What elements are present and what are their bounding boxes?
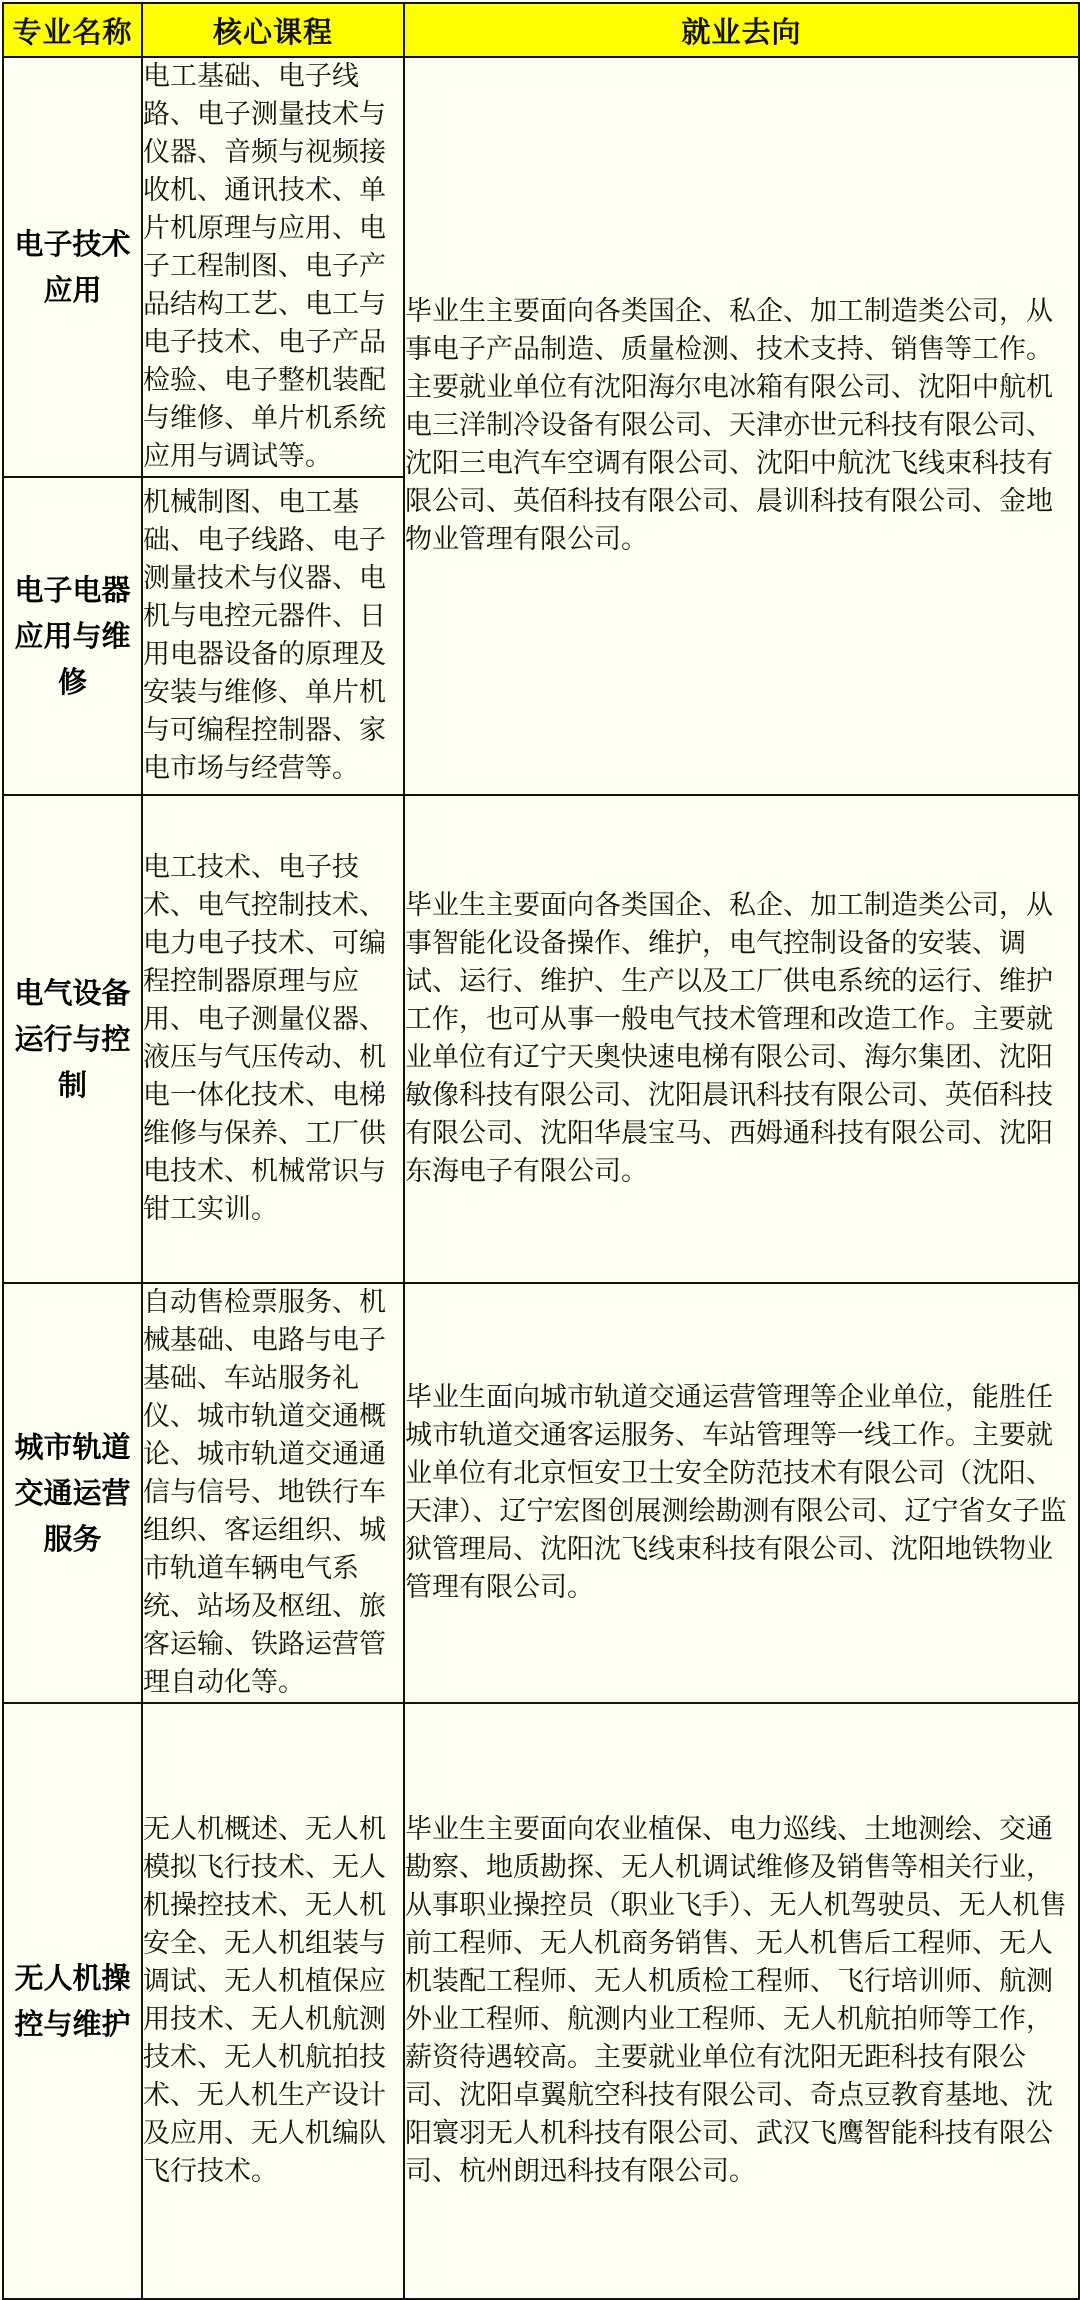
table-row	[3, 795, 1079, 1283]
header-row	[3, 3, 1079, 57]
table-row	[3, 1703, 1079, 2299]
major-name-cell: 电气设备运行与控制	[3, 795, 142, 1283]
major-name-cell: 电子技术应用	[3, 57, 142, 477]
major-name-cell: 电子电器应用与维修	[3, 477, 142, 795]
core-courses-cell: 无人机概述、无人机模拟飞行技术、无人机操控技术、无人机安全、无人机组装与调试、无人机植保应用技术、无人机航测技术、无人机航拍技术、无人机生产设计及应用、无人机编队飞行技术。	[142, 1703, 404, 2299]
careers-cell: 毕业生主要面向各类国企、私企、加工制造类公司，从事电子产品制造、质量检测、技术支持、销售等工作。主要就业单位有沈阳海尔电冰箱有限公司、沈阳中航机电三洋制冷设备有限公司、天津亦世元科技有限公司、沈阳三电汽车空调有限公司、沈阳中航沈飞线束科技有限公司、英佰科技有限公司、晨训科技有限公司、金地物业管理有限公司。	[404, 57, 1079, 795]
careers-cell: 毕业生主要面向各类国企、私企、加工制造类公司，从事智能化设备操作、维护，电气控制设备的安装、调试、运行、维护、生产以及工厂供电系统的运行、维护工作，也可从事一般电气技术管理和改造工作。主要就业单位有辽宁天奥快速电梯有限公司、海尔集团、沈阳敏像科技有限公司、沈阳晨讯科技有限公司、英佰科技有限公司、沈阳华晨宝马、西姆通科技有限公司、沈阳东海电子有限公司。	[404, 795, 1079, 1283]
core-courses-cell: 电工基础、电子线路、电子测量技术与仪器、音频与视频接收机、通讯技术、单片机原理与应用、电子工程制图、电子产品结构工艺、电工与电子技术、电子产品检验、电子整机装配与维修、单片机系统应用与调试等。	[142, 57, 404, 477]
major-name-cell: 无人机操控与维护	[3, 1703, 142, 2299]
careers-cell: 毕业生主要面向农业植保、电力巡线、土地测绘、交通勘察、地质勘探、无人机调试维修及销售等相关行业，从事职业操控员（职业飞手）、无人机驾驶员、无人机售前工程师、无人机商务销售、无人机售后工程师、无人机装配工程师、无人机质检工程师、飞行培训师、航测外业工程师、航测内业工程师、无人机航拍师等工作，薪资待遇较高。主要就业单位有沈阳无距科技有限公司、沈阳卓翼航空科技有限公司、奇点豆教育基地、沈阳寰羽无人机科技有限公司、武汉飞鹰智能科技有限公司、杭州朗迅科技有限公司。	[404, 1703, 1079, 2299]
header-major-name: 专业名称	[3, 3, 142, 57]
table-row	[3, 57, 1079, 477]
core-courses-cell: 电工技术、电子技术、电气控制技术、电力电子技术、可编程控制器原理与应用、电子测量仪器、液压与气压传动、机电一体化技术、电梯维修与保养、工厂供电技术、机械常识与钳工实训。	[142, 795, 404, 1283]
core-courses-cell: 自动售检票服务、机械基础、电路与电子基础、车站服务礼仪、城市轨道交通概论、城市轨道交通通信与信号、地铁行车组织、客运组织、城市轨道车辆电气系统、站场及枢纽、旅客运输、铁路运营管理自动化等。	[142, 1283, 404, 1703]
major-name-cell: 城市轨道交通运营服务	[3, 1283, 142, 1703]
header-careers: 就业去向	[404, 3, 1079, 57]
core-courses-cell: 机械制图、电工基础、电子线路、电子测量技术与仪器、电机与电控元器件、日用电器设备的原理及安装与维修、单片机与可编程控制器、家电市场与经营等。	[142, 477, 404, 795]
careers-cell: 毕业生面向城市轨道交通运营管理等企业单位，能胜任城市轨道交通客运服务、车站管理等一线工作。主要就业单位有北京恒安卫士安全防范技术有限公司（沈阳、天津）、辽宁宏图创展测绘勘测有限公司、辽宁省女子监狱管理局、沈阳沈飞线束科技有限公司、沈阳地铁物业管理有限公司。	[404, 1283, 1079, 1703]
majors-table	[2, 2, 1080, 2300]
header-core-courses: 核心课程	[142, 3, 404, 57]
table-row	[3, 1283, 1079, 1703]
